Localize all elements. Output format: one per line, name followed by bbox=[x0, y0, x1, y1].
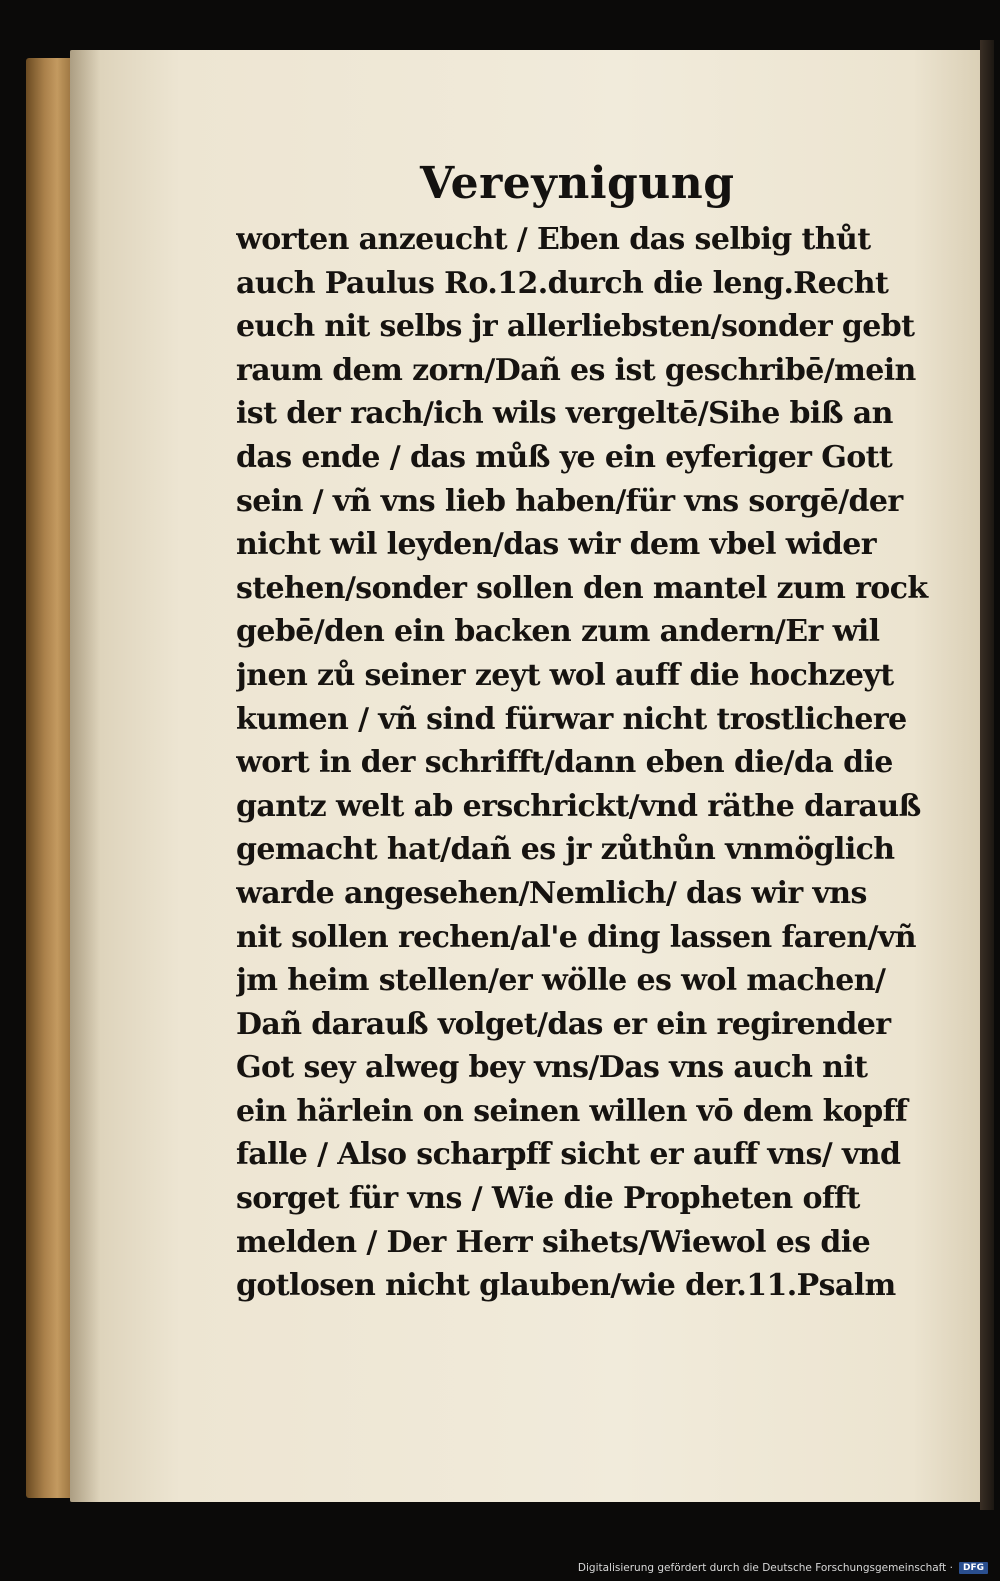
text-line: nicht wil leyden/das wir dem vbel wider bbox=[236, 527, 876, 563]
text-line: stehen/sonder sollen den mantel zum rock bbox=[236, 570, 928, 606]
text-line: kumen / vñ sind fürwar nicht trostlichere bbox=[236, 701, 907, 737]
text-line: falle / Also scharpff sicht er auff vns/ vnd bbox=[236, 1137, 901, 1173]
text-line: Got sey alweg bey vns/Das vns auch nit bbox=[236, 1050, 868, 1086]
book-right-edge bbox=[980, 40, 994, 1510]
digitization-footer bbox=[578, 1559, 988, 1577]
text-line: Dañ darauß volget/das er ein regirender bbox=[236, 1006, 891, 1042]
text-line: jnen zů seiner zeyt wol auff die hochzeyt bbox=[236, 657, 894, 693]
text-line: wort in der schrifft/dann eben die/da die bbox=[236, 745, 893, 781]
text-line: jm heim stellen/er wölle es wol machen/ bbox=[236, 963, 886, 999]
footer-credit: Digitalisierung gefördert durch die Deutsche Forschungsgemeinschaft · bbox=[577, 1562, 953, 1574]
text-line: das ende / das můß ye ein eyferiger Gott bbox=[236, 439, 893, 475]
text-line: sorget für vns / Wie die Propheten offt bbox=[236, 1181, 860, 1217]
text-line: ein härlein on seinen willen vō dem kopff bbox=[236, 1093, 908, 1129]
text-block bbox=[236, 218, 952, 1308]
text-line: gebē/den ein backen zum andern/Er wil bbox=[236, 614, 880, 650]
spine-shadow bbox=[70, 50, 100, 1502]
text-line: melden / Der Herr sihets/Wiewol es die bbox=[236, 1224, 871, 1260]
text-line: euch nit selbs jr allerliebsten/sonder gebt bbox=[236, 309, 915, 345]
dfg-logo: DFG bbox=[959, 1562, 988, 1574]
text-line: gotlosen nicht glauben/wie der.11.Psalm bbox=[236, 1268, 896, 1304]
text-line: ist der rach/ich wils vergeltē/Sihe biß an bbox=[236, 396, 893, 432]
text-line: sein / vñ vns lieb haben/für vns sorgē/der bbox=[236, 483, 903, 519]
text-line: gemacht hat/dañ es jr zůthůn vnmöglich bbox=[236, 832, 895, 868]
page-heading: Vereynigung bbox=[420, 158, 735, 209]
text-line: auch Paulus Ro.12.durch die leng.Recht bbox=[236, 265, 889, 301]
text-line: raum dem zorn/Dañ es ist geschribē/mein bbox=[236, 352, 916, 388]
text-line: worten anzeucht / Eben das selbig thůt bbox=[236, 222, 871, 257]
text-line: warde angesehen/Nemlich/ das wir vns bbox=[236, 875, 867, 911]
text-line: gantz welt ab erschrickt/vnd räthe darauß bbox=[236, 788, 921, 824]
text-line: nit sollen rechen/al'e ding lassen faren/vñ bbox=[236, 919, 916, 955]
